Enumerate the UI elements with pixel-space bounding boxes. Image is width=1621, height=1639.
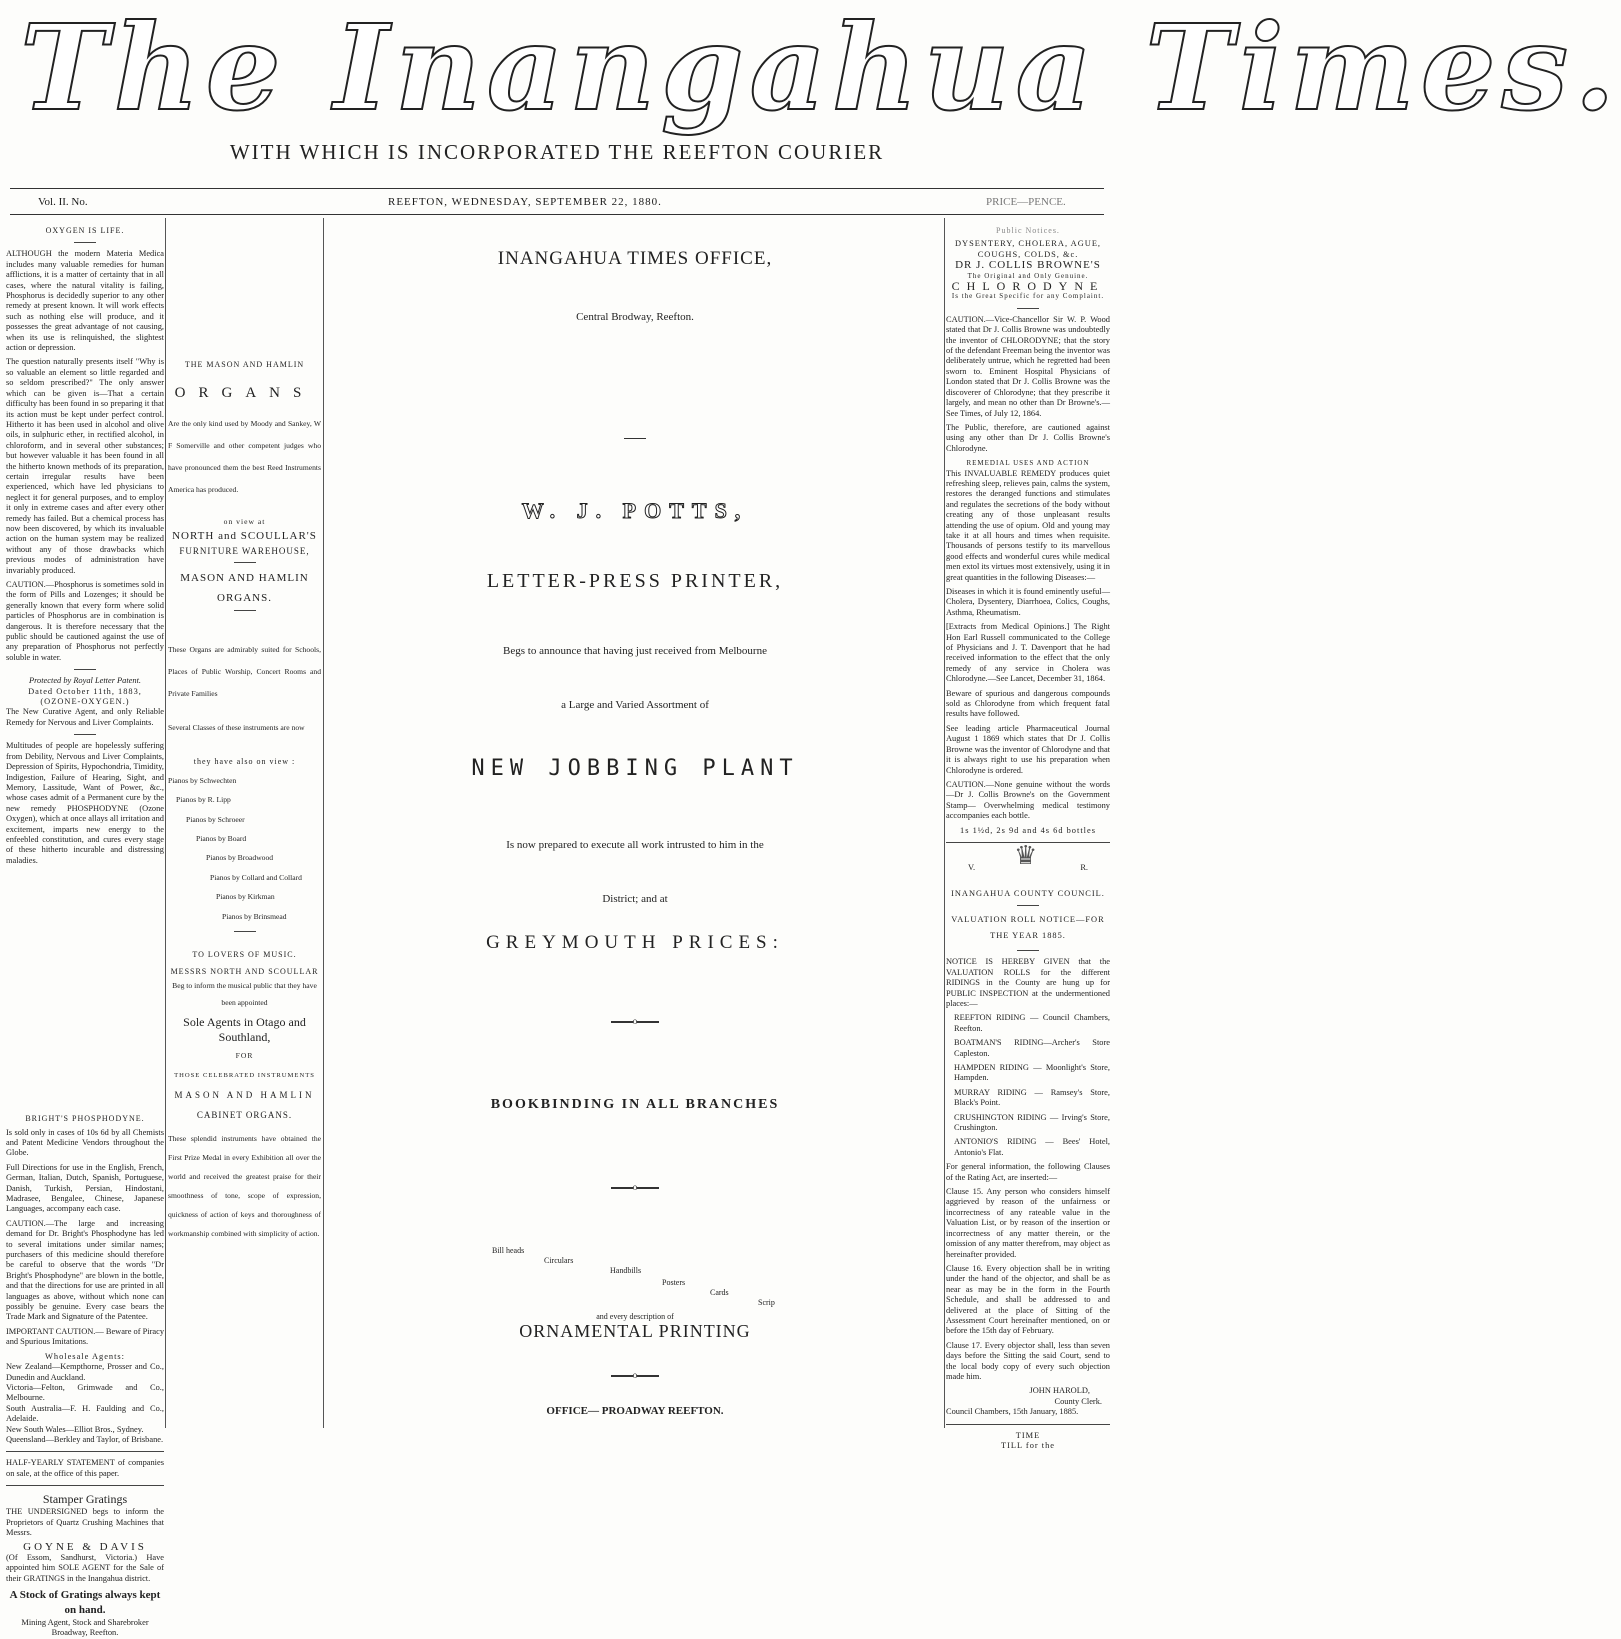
column-divider [323, 218, 324, 1428]
wholesale-heading: Wholesale Agents: [44, 1351, 126, 1361]
office-heading: INANGAHUA TIMES OFFICE, [497, 248, 773, 269]
piano-item: Pianos by Collard and Collard [210, 872, 302, 882]
dateline [0, 196, 1114, 212]
office-address: Central Brodway, Reefton. [576, 311, 694, 323]
ad-paragraph: [Extracts from Medical Opinions.] The Right Hon Earl Russell communicated to the College of Physicians and J. T. Davenport that he had received information to the effect that the only remedy of any service in Cholera was Chlorodyne.—See Lancet, December 31, 1864. [946, 622, 1110, 684]
riding-item: HAMPDEN RIDING — Moonlight's Store, Hampden. [954, 1063, 1110, 1083]
ad-paragraph: (Of Essom, Sandhurst, Victoria.) Have appointed him SOLE AGENT for the Sale of their GRATINGS in the Inangahua district. [6, 1552, 164, 1583]
ad-subheading: REMEDIAL USES AND ACTION [966, 459, 1090, 468]
ad-paragraph: IMPORTANT CAUTION.— Beware of Piracy and Spurious Imitations. [6, 1326, 165, 1347]
column-divider [165, 218, 166, 1428]
ornament-divider [637, 1375, 659, 1377]
ad-paragraph: CAUTION.—Vice-Chancellor Sir W. P. Wood stated that Dr J. Collis Browne was undoubtedly the inventor of CHLORODYNE; that the story of the defendant Freeman being the inventor was deliberately untrue, which he regretted had been sworn to. Eminent Hospital Physicians of London stated that Dr J. Collis Browne was the discoverer of Chlorodyne; that they prescribe it largely, and mean no other than Dr Browne's.—See Times, of July 12, 1864. [946, 314, 1110, 418]
ad-heading: DR J. COLLIS BROWNE'S [955, 259, 1101, 272]
piano-item: Pianos by Brinsmead [222, 911, 287, 921]
plant-heading: NEW JOBBING PLANT [471, 756, 799, 781]
firm-name: GOYNE & DAVIS [23, 1541, 147, 1554]
column-oxygen-ads [6, 220, 165, 1638]
price: PRICE—PENCE. [986, 196, 1066, 208]
ad-heading: CABINET ORGANS. [196, 1110, 293, 1121]
ad-heading: DYSENTERY, CHOLERA, AGUE, COUGHS, COLDS, &c. [954, 239, 1102, 259]
ad-paragraph: Beware of spurious and dangerous compounds sold as Chlorodyne from which frequent fatal results have followed. [946, 688, 1110, 719]
piano-item: Pianos by R. Lipp [176, 795, 231, 805]
royal-crest [946, 840, 1110, 889]
ad-paragraph: THE UNDERSIGNED begs to inform the Proprietors of Quartz Crushing Machines that Messrs. [6, 1507, 164, 1537]
notice-paragraph: For general information, the following Clauses of the Rating Act, are inserted:— [946, 1162, 1110, 1182]
agent-line: Victoria—Felton, Grimwade and Co., Melbourne. [6, 1382, 164, 1403]
piano-item: Pianos by Broadwood [206, 853, 274, 863]
organs-heading: ORGANS [174, 385, 315, 402]
divider [624, 438, 646, 439]
ad-paragraph: Mining Agent, Stock and Sharebroker Broadway, Reefton. [21, 1618, 149, 1638]
ad-paragraph: CAUTION.—The large and increasing demand for Dr. Bright's Phosphodyne has led to several imitations under similar names; purchasers of this medicine should therefore be careful to observe that the words "Dr Bright's Phosphodyne" are blown in the bottle, and that the directions for use are printed in all languages as above, without which none can possibly be genuine. Every case bears the Trade Mark and Signature of the Patentee. [6, 1218, 164, 1322]
prepared-line: Is now prepared to execute all work intrusted to him in the [506, 839, 764, 851]
column-divider [944, 218, 945, 1428]
ad-paragraph: ALTHOUGH the modern Materia Medica includes many valuable remedies for human afflictions, it is a matter of certainty that in all cases, where the natural vitality is failing, Phosphorus is decidedly superior to any other remedy at present known. It will work effects such as nothing else will produce, and it possesses the great advantage of not causing, when its use is relinquished, the slightest action or depression. [6, 249, 164, 353]
assortment-line: a Large and Varied Assortment of [561, 699, 709, 711]
ad-paragraph: The question naturally presents itself "Why is so valuable an element so little regarded and so seldom prescribed?" The only answer which can be given is—That a certain difficulty has been found in so preparing it that its action must be kept under perfect control. Hitherto it has been used in alcohol and olive oils, in sulphuric ether, in rectified alcohol, in chloroform, and in several other substances; but however valuable it has been found in all the hitherto known methods of its preparation, certain irregular results have been experienced, which have led physicians to neglect it for general purposes, and to employ it only in extreme cases and after every other remedy has failed. But a chemical process has now been discovered, by which its invaluable action on the human system may be realized without any of those drawbacks which previous modes of administration have invariably produced. [6, 357, 164, 575]
ad-heading: TO LOVERS OF MUSIC. [192, 950, 297, 960]
service-item: Handbills [610, 1266, 642, 1275]
ad-paragraph: These splendid instruments have obtained the First Prize Medal in every Exhibition all over the world and received the greatest praise for their smoothness of tone, scope of expression, quickness of action of keys and thoroughness of workmanship combined with simplicity of action. [168, 1133, 321, 1238]
divider [946, 1424, 1110, 1425]
ad-heading: OXYGEN IS LIFE. [45, 226, 125, 235]
divider [234, 931, 256, 932]
crest-icon: ♛ [1014, 840, 1038, 870]
volume-number: Vol. II. No. [38, 196, 88, 208]
riding-item: CRUSHINGTON RIDING — Irving's Store, Crushington. [954, 1112, 1110, 1133]
ornament-divider [611, 1375, 633, 1377]
divider [234, 610, 256, 611]
piano-item: Pianos by Kirkman [216, 892, 275, 902]
ad-fragment: TILL for the [1000, 1441, 1055, 1450]
patent-notice: Protected by Royal Letter Patent. [28, 676, 142, 686]
ad-heading: MASON AND HAMLIN [174, 1089, 315, 1100]
council-heading: INANGAHUA COUNTY COUNCIL. [951, 888, 1105, 898]
service-item: Posters [662, 1278, 686, 1287]
ozone-label: (OZONE-OXYGEN.) [40, 697, 130, 707]
printer-name: W. J. POTTS, [521, 498, 749, 523]
divider [1017, 905, 1039, 906]
divider [74, 669, 96, 670]
ad-paragraph: These Organs are admirably suited for Schools, Places of Public Worship, Concert Rooms and Private Families [168, 644, 321, 698]
prices-heading: GREYMOUTH PRICES: [486, 932, 784, 953]
ornament-divider [637, 1021, 659, 1023]
ad-heading: Sole Agents in Otago and Southland, [183, 1014, 306, 1044]
ad-heading: BRIGHT'S PHOSPHODYNE. [25, 1114, 145, 1124]
riding-item: MURRAY RIDING — Ramsey's Store, Black's Point. [954, 1087, 1110, 1108]
dateline-rule [10, 214, 1104, 215]
ad-heading: ORGANS. [217, 592, 272, 605]
ad-subheading: The Original and Only Genuine. [967, 271, 1089, 280]
ad-heading: THE MASON AND HAMLIN [184, 360, 305, 369]
divider [234, 562, 256, 563]
agent-line: New South Wales—Elliot Bros., Sydney. [6, 1424, 144, 1434]
riding-item: REEFTON RIDING — Council Chambers, Reefton. [954, 1013, 1110, 1033]
service-item: Circulars [544, 1256, 574, 1265]
announcement-line: Begs to announce that having just received from Melbourne [503, 645, 767, 657]
masthead [0, 0, 1621, 200]
ad-paragraph: The New Curative Agent, and only Reliable Remedy for Nervous and Liver Complaints. [6, 707, 164, 727]
ad-paragraph: See leading article Pharmaceutical Journal August 1 1869 which states that Dr J. Collis Browne was the inventor of Chlorodyne and that it is always right to use his preparation when Chlorodyne is ordered. [946, 723, 1110, 775]
ad-paragraph: Multitudes of people are hopelessly suffering from Debility, Nervous and Liver Complaints, Depression of Spirits, Hypochondria, Timidity, Indigestion, Failure of Hearing, Sight, and Memory, Lassitude, Want of Power, &c., whose cases admit of a Permanent cure by the new remedy PHOSPHODYNE (Ozone Oxygen), which at once allays all irritation and excitement, imparts new energy to the enfeebled constitution, and cures every stage of these hitherto incurable and distressing maladies. [6, 741, 164, 865]
notice-paragraph: Clause 16. Every objection shall be in writing under the hand of the objector, and shall be as near as may be in the form in the Fourth Schedule, and shall be addressed to and delivered at the place of Sitting of the Assessment Court hereinafter mentioned, on or before the 15th day of February. [946, 1263, 1110, 1336]
column-organ-ads [168, 220, 321, 1430]
celebrated-label: THOSE CELEBRATED INSTRUMENTS [174, 1072, 315, 1080]
ad-paragraph: Beg to inform the musical public that they have been appointed [172, 980, 317, 1007]
divider [1017, 950, 1039, 951]
crest-letter-r: R. [1080, 862, 1088, 872]
ad-heading: A Stock of Gratings always kept on hand. [9, 1589, 161, 1616]
district-line: District; and at [602, 893, 668, 905]
ad-subheading: Is the Great Specific for any Complaint. [951, 292, 1105, 301]
agent-line: New Zealand—Kempthorne, Prosser and Co., Dunedin and Auckland. [6, 1362, 164, 1382]
warehouse-name: FURNITURE WAREHOUSE, [179, 545, 310, 556]
piano-item: Pianos by Board [196, 834, 247, 844]
column-public-notices [946, 220, 1110, 1450]
crest-letter-v: V. [968, 862, 976, 872]
notice-heading: VALUATION ROLL NOTICE—FOR THE YEAR 1885. [951, 915, 1105, 941]
service-item: Scrip [758, 1298, 775, 1307]
top-rule [10, 188, 1104, 189]
firm-name: NORTH and SCOULLAR'S [172, 530, 317, 543]
signature-title: County Clerk. [1054, 1396, 1102, 1406]
ornamental-heading: ORNAMENTAL PRINTING [519, 1321, 751, 1341]
issue-date: REEFTON, WEDNESDAY, SEPTEMBER 22, 1880. [388, 196, 662, 208]
ad-paragraph: CAUTION.—Phosphorus is sometimes sold in the form of Pills and Lozenges; it should be generally known that every form where solid particles of Phosphorus are in combination is dangerous. It is therefore necessary that the public should be cautioned against the use of any preparation of Phosphorus not perfectly soluble in water. [6, 580, 164, 662]
ornament-divider [611, 1021, 633, 1023]
divider [6, 1451, 164, 1452]
ad-paragraph: Full Directions for use in the English, French, German, Italian, Dutch, Spanish, Portuguese, Danish, Turkish, Persian, Hindostani, Madrasee, Bengalee, Chinese, Japanese Languages, accompany each case. [6, 1162, 164, 1214]
printer-title: LETTER-PRESS PRINTER, [486, 570, 784, 592]
section-heading: Public Notices. [996, 226, 1060, 235]
ad-paragraph: CAUTION.—None genuine without the words—Dr J. Collis Browne's on the Government Stamp— Overwhelming medical testimony accompanies each bottle. [946, 779, 1110, 821]
notice-paragraph: NOTICE IS HEREBY GIVEN that the VALUATION ROLLS for the different RIDINGS in the County are hung up for PUBLIC INSPECTION at the undermentioned places:— [946, 957, 1110, 1008]
patent-date: Dated October 11th, 1883, [28, 686, 142, 696]
ad-heading: Stamper Gratings [42, 1492, 128, 1507]
spacer [168, 220, 321, 360]
newspaper-title: The Inangahua Times. [20, 0, 1621, 137]
bookbinding-heading: BOOKBINDING IN ALL BRANCHES [490, 1097, 780, 1112]
riding-item: BOATMAN'S RIDING—Archer's Store Capleston. [954, 1038, 1110, 1058]
ad-paragraph: Several Classes of these instruments are now [168, 722, 305, 732]
service-item: Cards [710, 1288, 729, 1297]
ad-paragraph: The Public, therefore, are cautioned against using any other than Dr J. Collis Browne's Chlorodyne. [946, 422, 1110, 453]
ad-paragraph: HALF-YEARLY STATEMENT of companies on sale, at the office of this paper. [6, 1458, 164, 1478]
spacer [6, 870, 164, 1108]
for-label: FOR [235, 1050, 254, 1060]
newspaper-subtitle: WITH WHICH IS INCORPORATED THE REEFTON COURIER [229, 140, 885, 164]
ad-paragraph: Are the only kind used by Moody and Sankey, W F Somerville and other competent judges who have pronounced them the best Reed Instruments America has produced. [168, 418, 321, 494]
piano-item: Pianos by Schwechten [168, 775, 237, 785]
divider [74, 242, 96, 243]
chlorodyne-heading: CHLORODYNE [951, 279, 1105, 294]
divider [1017, 308, 1039, 309]
ad-heading: TIME [1015, 1430, 1041, 1440]
piano-item: Pianos by Schroeer [186, 814, 245, 824]
office-footer: OFFICE— PROADWAY REEFTON. [546, 1405, 724, 1417]
ad-paragraph: Diseases in which it is found eminently useful—Cholera, Dysentery, Diarrhoea, Colics, Coughs, Asthma, Rheumatism. [946, 587, 1110, 617]
service-item: Bill heads [492, 1246, 525, 1255]
on-view-label: on view at [223, 516, 266, 526]
ornament-divider [637, 1187, 659, 1189]
firm-name: MESSRS NORTH AND SCOULLAR [170, 966, 319, 976]
also-on-view: they have also on view : [193, 757, 296, 767]
riding-item: ANTONIO'S RIDING — Bees' Hotel, Antonio's Flat. [954, 1137, 1110, 1157]
ornament-divider [611, 1187, 633, 1189]
notice-paragraph: Clause 15. Any person who considers himself aggrieved by reason of the unfairness or incorrectness of any rateable value in the Valuation List, or by reason of the insertion or incorrectness of any matter therein, or the omission of any matter therefrom, may object as hereinafter provided. [946, 1187, 1110, 1259]
price-line: 1s 1½d, 2s 9d and 4s 6d bottles [960, 825, 1096, 835]
agent-line: South Australia—F. H. Faulding and Co., Adelaide. [6, 1403, 164, 1424]
divider [74, 734, 96, 735]
notice-date: Council Chambers, 15th January, 1885. [946, 1407, 1079, 1417]
signature: JOHN HAROLD, [1029, 1386, 1090, 1396]
ad-heading: MASON AND HAMLIN [180, 572, 309, 585]
ad-paragraph: This INVALUABLE REMEDY produces quiet refreshing sleep, relieves pain, calms the system, restores the deranged functions and stimulates and regulates the secretions of the body without creating any of those unpleasant results attending the use of opium. Old and young may take it at all hours and times when requisite. Thousands of persons testify to its marvellous good effects and wonderful cures while medical men extol its virtues most extensively, using it in great quantities in the following Diseases:— [946, 468, 1110, 582]
notice-paragraph: Clause 17. Every objector shall, less than seven days before the Sitting the said Court, send to the local body copy of every such objection made him. [946, 1340, 1110, 1381]
divider [6, 1485, 164, 1486]
column-printer-advertisement: INANGAHUA TIMES OFFICE, Central Brodway, Reefton. W. J. POTTS, LETTER-PRESS PRINTER, Begs to announce that having just received from Melbourne a Large and Varied Assortment of NEW JOBBING PLANT Is now prepared to execute all work intrusted to him in the District; and at GREYMOUTH PRICES: o BOOKBINDING IN ALL BRANCHES o Bill heads Circulars Handbills Posters Cards Scrip and every description of ORNAMENTAL PRINTING o OFFICE— PROADWAY REEFTON. [326, 220, 944, 1430]
ad-paragraph: Is sold only in cases of 10s 6d by all Chemists and Patent Medicine Vendors throughout the Globe. [6, 1127, 164, 1158]
agent-line: Queensland—Berkley and Taylor, of Brisbane. [6, 1434, 164, 1444]
description-line: and every description of [596, 1312, 674, 1321]
